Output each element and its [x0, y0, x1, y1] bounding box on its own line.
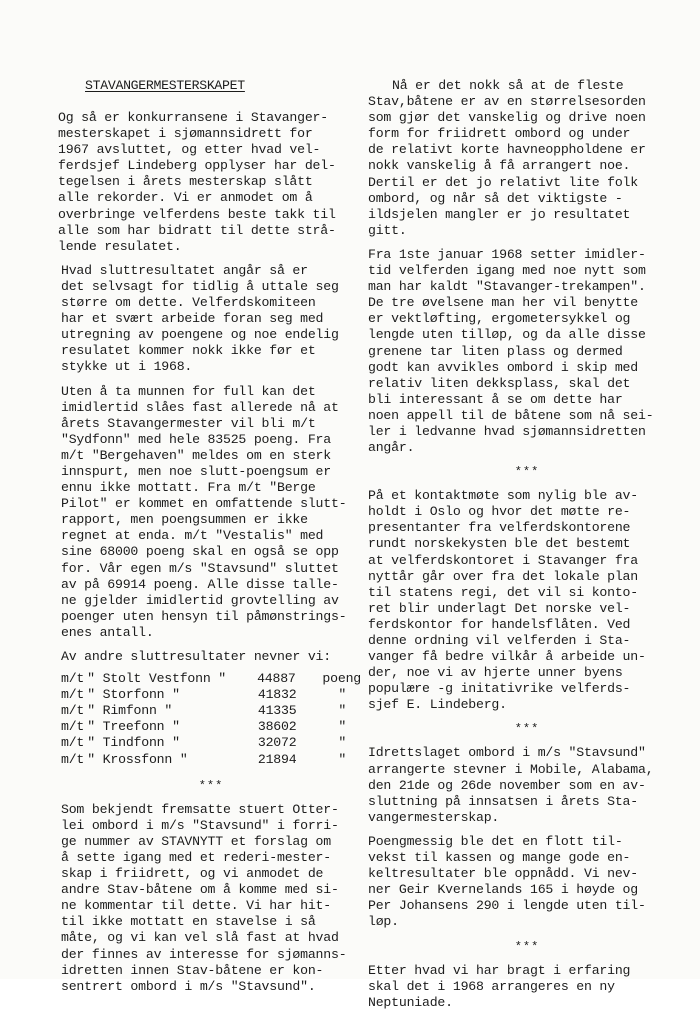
text-line: nyttår går over fra det lokale plan [368, 568, 638, 584]
text-line: denne ordning vil velferden i Sta- [368, 633, 631, 648]
text-line: nokk vanskelig å få arrangert noe. [368, 158, 631, 174]
text-line: ne gjelder imidlertid grovtelling av [61, 592, 339, 608]
paragraph [368, 963, 686, 1011]
text-line: regnet at enda. m/t "Vestalis" med [61, 528, 324, 544]
text-line: de relativt korte havneoppholdene er [368, 142, 646, 158]
text-line: populære -g initativrike velferds- [368, 681, 631, 697]
text-line: det selvsagt for tidlig å uttale seg [61, 278, 339, 294]
paragraph [368, 488, 686, 713]
text-line: idretten innen Stav-båtene er kon- [61, 962, 324, 978]
results-row [61, 719, 361, 735]
results-table [61, 671, 361, 768]
ship-points: 41832 [257, 687, 297, 703]
results-row [61, 687, 361, 703]
text-line: måte, og vi kan vel slå fast at hvad [61, 930, 339, 946]
section-separator: *** [514, 722, 540, 737]
text-line: ennu ikke mottatt. Fra m/t "Berge [61, 480, 316, 496]
text-line: enes antall. [61, 624, 154, 640]
text-line: årets Stavangermester vil bli m/t [61, 415, 316, 431]
text-line: gitt. [368, 222, 407, 238]
text-line: sine 68000 poeng skal en også se opp [61, 544, 339, 560]
text-line: er vektløfting, ergometersykkel og [368, 311, 631, 327]
text-line: den 21de og 26de november som en av- [368, 777, 646, 793]
points-unit: " [338, 751, 347, 767]
text-line: for. Vår egen m/s "Stavsund" sluttet [61, 560, 339, 576]
text-line: alle rekorder. Vi er anmodet om å [58, 190, 313, 206]
text-line: imidlertid slåes fast allerede nå at [61, 399, 339, 415]
text-line: ne kommentar til dette. Vi har hit- [61, 898, 331, 914]
text-line: andre Stav-båtene om å komme med si- [61, 882, 339, 898]
text-line: ferdskontor for handelsflåten. Ved [368, 616, 631, 632]
ship-prefix: m/t [61, 687, 85, 703]
text-line: De tre øvelsene man her vil benytte [368, 295, 638, 311]
text-line: som gjør det vanskelig og drive noen [368, 110, 646, 126]
text-line: På et kontaktmøte som nylig ble av- [368, 488, 638, 504]
text-line: sluttning på innsatsen i årets Sta- [368, 793, 638, 809]
section-separator: *** [514, 939, 540, 954]
ship-points: 44887 [257, 671, 296, 687]
text-line: sentrert ombord i m/s "Stavsund". [61, 978, 316, 994]
paragraph [61, 802, 361, 995]
text-line: til statens regi, det vil si konto- [368, 584, 638, 600]
text-line: Idrettslaget ombord i m/s "Stavsund" [368, 745, 646, 761]
text-line: noen appell til de båtene som nå sei- [368, 407, 654, 423]
text-line: "Sydfonn" med hele 83525 poeng. Fra [61, 431, 331, 447]
text-line: har et svært arbeide foran seg med [61, 311, 324, 327]
text-line: av på 69914 poeng. Alle disse talle- [61, 576, 339, 592]
ship-points: 38602 [257, 719, 297, 735]
ship-name: " Stolt Vestfonn " [87, 671, 226, 687]
ship-points: 21894 [257, 751, 297, 767]
text-line: skal det i 1968 arrangeres en ny [368, 978, 615, 994]
text-line: relativ liten dekksplass, skal det [368, 375, 631, 391]
text-line: Fra 1ste januar 1968 setter imidler- [368, 246, 646, 262]
text-line: alle som har bidratt til dette strå- [58, 222, 336, 238]
text-line: Som bekjendt fremsatte stuert Otter- [61, 801, 339, 817]
text-line: tid velferden igang med noe nytt som [368, 263, 646, 279]
paragraph [61, 384, 361, 642]
ship-prefix: m/t [61, 671, 85, 687]
text-line: godt kan avvikles ombord i skip med [368, 359, 638, 375]
text-line: Poengmessig ble det en flott til- [368, 833, 623, 849]
text-line: ge nummer av STAVNYTT et forslag om [61, 833, 331, 849]
text-line: Etter hvad vi har bragt i erfaring [368, 962, 631, 978]
ship-points: 41335 [257, 703, 297, 719]
points-unit: poeng [322, 671, 361, 687]
text-line: vangermesterskap. [368, 809, 500, 825]
text-line: løp. [368, 914, 399, 930]
text-line: lengde uten tilløp, og da alle disse [368, 327, 646, 343]
text-line: til ikke mottatt en stavelse i så [61, 914, 316, 930]
results-intro: Av andre sluttresultater nevner vi: [61, 649, 331, 664]
text-line: keltresultater ble oppnådd. Vi nev- [368, 866, 638, 882]
ship-prefix: m/t [61, 751, 85, 767]
points-unit: " [338, 735, 347, 751]
text-line: ret blir underlagt Det norske vel- [368, 600, 631, 616]
text-line: vekst til kassen og mange gode en- [368, 850, 631, 866]
text-line: Pilot" er kommet en omfattende slutt- [61, 496, 347, 512]
text-line: Dertil er det jo relativt lite folk [368, 174, 638, 190]
text-line: større om dette. Velferdskomiteen [61, 295, 316, 311]
paragraph [368, 94, 686, 239]
paragraph [368, 834, 686, 931]
ship-points: 32072 [257, 735, 297, 751]
ship-name: " Treefonn " [87, 719, 180, 735]
text-line: sjef E. Lindeberg. [368, 697, 507, 713]
text-line: man har kaldt "Stavanger-trekampen". [368, 279, 646, 295]
text-line: ferdsjef Lindeberg opplyser har del- [58, 158, 336, 174]
right-column [368, 78, 686, 1019]
text-line: Og så er konkurransene i Stavanger- [58, 110, 328, 125]
ship-prefix: m/t [61, 703, 85, 719]
text-line: der, noe vi av hjerte unner byens [368, 665, 623, 681]
paragraph [58, 110, 361, 255]
ship-prefix: m/t [61, 735, 85, 751]
text-line: ildsjelen mangler er jo resultatet [368, 206, 631, 222]
text-line: tegelsen i årets mesterskap slått [58, 174, 313, 190]
text-line: skap i friidrett, og vi anmodet de [61, 866, 324, 882]
results-row [61, 735, 361, 751]
text-line: å sette igang med et rederi-mester- [61, 849, 331, 865]
text-line: utregning av poengene og noe endelig [61, 327, 339, 343]
text-line: Uten å ta munnen for full kan det [61, 383, 316, 399]
ship-name: " Storfonn " [87, 687, 180, 703]
points-unit: " [338, 703, 347, 719]
text-line: Nå er det nokk så at de fleste [392, 78, 624, 93]
paragraph [368, 247, 686, 456]
results-row [61, 703, 361, 719]
paragraph [61, 263, 361, 376]
text-line: Per Johansens 290 i lengde uten til- [368, 898, 646, 914]
text-line: stykke ut i 1968. [61, 359, 193, 375]
text-line: presentanter fra velferdskontorene [368, 520, 631, 536]
results-row [61, 752, 361, 768]
points-unit: " [338, 719, 347, 735]
text-line: arrangerte stevner i Mobile, Alabama, [368, 761, 654, 777]
results-row [61, 671, 361, 687]
text-line: der finnes av interesse for sjømanns- [61, 946, 347, 962]
text-line: rapport, men poengsummen er ikke [61, 512, 308, 528]
text-line: lei ombord i m/s "Stavsund" i forri- [61, 817, 339, 833]
section-separator: *** [198, 778, 224, 793]
points-unit: " [338, 687, 347, 703]
text-line: innspurt, men noe slutt-poengsum er [61, 463, 331, 479]
text-line: grenene tar liten plass og dermed [368, 343, 623, 359]
text-line: Stav,båtene er av en størrelsesorden [368, 94, 646, 110]
paragraph [368, 78, 686, 94]
paragraph [368, 745, 686, 825]
ship-name: " Krossfonn " [87, 751, 188, 767]
ship-name: " Rimfonn " [87, 703, 173, 719]
text-line: rundt norskekysten ble det bestemt [368, 536, 631, 552]
text-line: Hvad sluttresultatet angår så er [61, 262, 308, 278]
text-line: m/t "Bergehaven" meldes om en sterk [61, 447, 331, 463]
text-line: mesterskapet i sjømannsidrett for [58, 126, 313, 142]
ship-prefix: m/t [61, 719, 85, 735]
text-line: bli interessant å se om dette har [368, 391, 623, 407]
ship-name: " Tindfonn " [87, 735, 180, 751]
text-line: form for friidrett ombord og under [368, 126, 631, 142]
text-line: lende resulatet. [58, 238, 182, 254]
text-line: resulatet kommer nokk ikke før et [61, 343, 316, 359]
text-line: ner Geir Kvernelands 165 i høyde og [368, 882, 638, 898]
text-line: ombord, og når så det viktigste - [368, 190, 623, 206]
text-line: poenger uten hensyn til påmønstrings- [61, 608, 347, 624]
left-column [58, 78, 361, 1003]
text-line: 1967 avsluttet, og etter hvad vel- [58, 142, 321, 158]
text-line: holdt i Oslo og hvor det møtte re- [368, 504, 631, 520]
text-line: Neptuniade. [368, 994, 453, 1010]
text-line: overbringe velferdens beste takk til [58, 206, 336, 222]
text-line: vanger få bedre vilkår å arbeide un- [368, 649, 646, 665]
text-line: angår. [368, 440, 415, 456]
text-line: at velferdskontoret i Stavanger fra [368, 552, 638, 568]
text-line: ler i ledvanne hvad sjømannsidretten [368, 423, 646, 439]
section-separator: *** [514, 465, 540, 480]
article-title: STAVANGERMESTERSKAPET [85, 78, 245, 93]
